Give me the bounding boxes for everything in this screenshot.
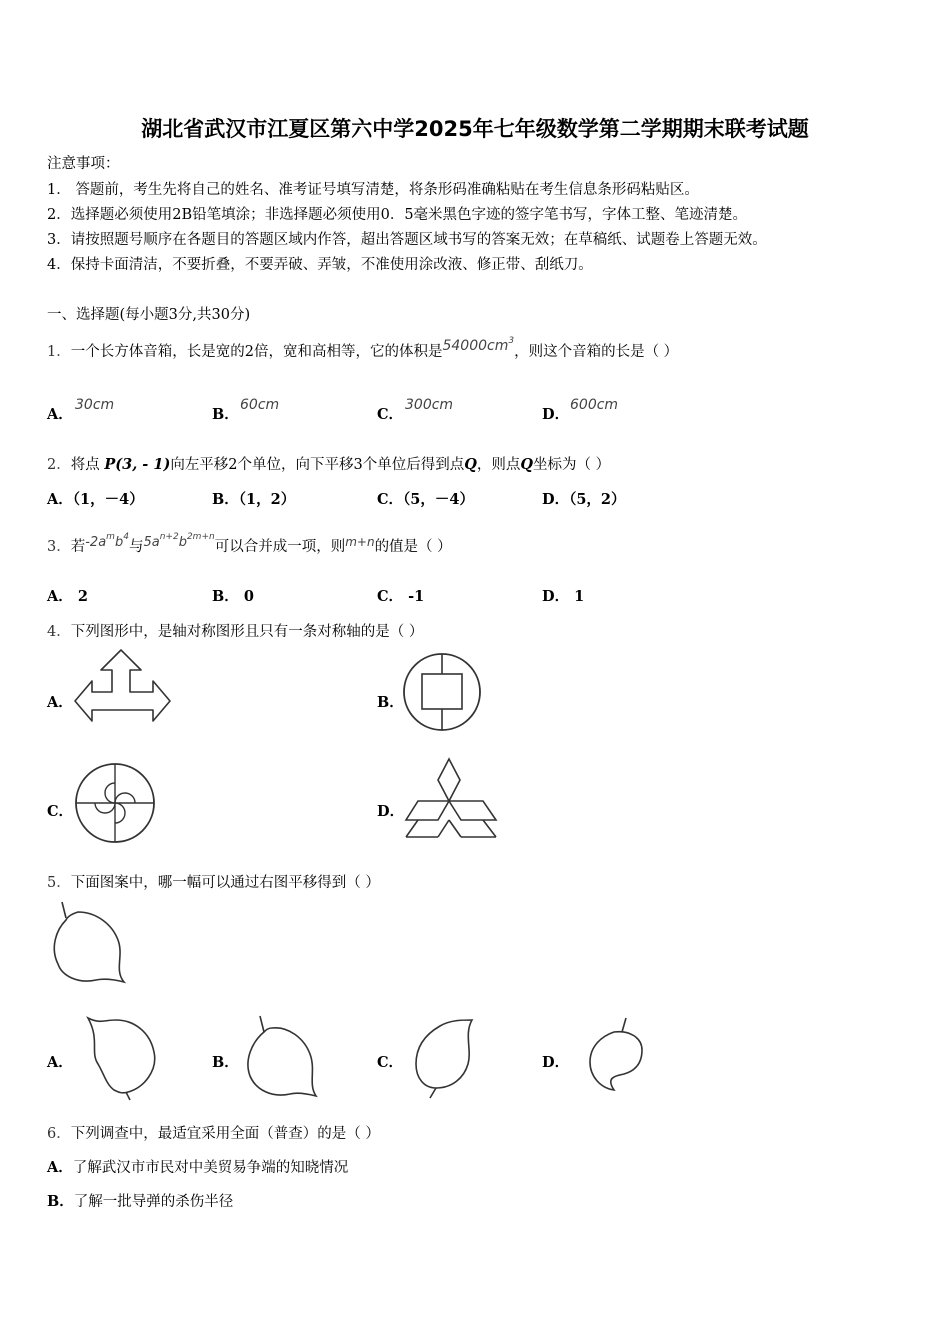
question-3 <box>47 532 452 556</box>
option-value: 了解武汉市市民对中美贸易争端的知晓情况 <box>72 1160 349 1176</box>
q2-option-b[interactable] <box>212 488 295 509</box>
point-q: Q <box>464 456 477 473</box>
option-value: （1，2） <box>238 491 296 508</box>
q1-option-a-value: 30cm <box>75 397 115 413</box>
question-text: 若 <box>70 539 86 555</box>
option-value: （1，－4） <box>72 491 144 508</box>
q4-option-a-label[interactable]: A． <box>47 694 73 711</box>
question-1 <box>47 336 679 361</box>
q2-option-a[interactable] <box>47 488 144 509</box>
q4-figure-a-arrows[interactable] <box>73 648 173 728</box>
q4-figure-c-pinwheel[interactable] <box>74 762 156 844</box>
q4-option-b-label[interactable]: B． <box>377 694 404 711</box>
question-text-cont: 与 <box>128 539 144 555</box>
q3-option-b[interactable] <box>212 585 254 606</box>
question-number: 1． <box>47 344 71 360</box>
q6-option-a[interactable] <box>47 1156 348 1177</box>
q5-leaf-b[interactable] <box>238 1014 322 1102</box>
page-title: 湖北省武汉市江夏区第六中学2025年七年级数学第二学期期末联考试题 <box>141 117 809 141</box>
option-label: D． <box>542 491 570 508</box>
q1-option-c-label[interactable]: C． <box>377 406 404 423</box>
option-label: B． <box>212 491 239 508</box>
option-label: A． <box>47 491 73 508</box>
question-number: 5． <box>47 875 71 891</box>
question-number: 2． <box>47 457 71 473</box>
question-6 <box>47 1122 380 1143</box>
option-value: 1 <box>574 588 585 605</box>
term1-b: b <box>114 535 124 550</box>
math-volume <box>442 338 514 354</box>
q1-option-d-label[interactable]: D． <box>542 406 570 423</box>
q1-option-a-label[interactable]: A． <box>47 406 73 423</box>
option-value: （5，－4） <box>403 491 474 508</box>
question-4 <box>47 620 423 641</box>
question-5 <box>47 871 380 892</box>
term2-b: b <box>178 535 187 550</box>
option-label: B． <box>212 588 239 605</box>
notice-item-1: 1． 答题前，考生先将自己的姓名、准考证号填写清楚，将条形码准确粘贴在考生信息条形码粘贴区。 <box>47 182 699 198</box>
q6-option-b[interactable] <box>47 1190 233 1211</box>
option-label: D． <box>542 588 570 605</box>
q4-figure-d-three-diamonds[interactable] <box>404 757 498 843</box>
question-text-cont: 向左平移2个单位，向下平移3个单位后得到点 <box>170 457 465 473</box>
notice-item-3: 3．请按照题号顺序在各题目的答题区域内作答，超出答题区域书写的答案无效；在草稿纸、试题卷上答题无效。 <box>47 232 767 248</box>
q5-leaf-a[interactable] <box>82 1012 162 1102</box>
question-text-cont: ，则这个音箱的长是（ ） <box>514 344 679 360</box>
question-number: 3． <box>47 539 71 555</box>
term1-exp-b: 4 <box>123 532 129 542</box>
volume-exponent: 3 <box>508 336 515 346</box>
q2-option-d[interactable] <box>542 488 626 509</box>
q3-option-a[interactable] <box>47 585 88 606</box>
question-text-cont2: ，则点 <box>476 457 521 473</box>
notice-heading: 注意事项： <box>47 156 120 172</box>
notice-item-4: 4．保持卡面清洁，不要折叠，不要弄破、弄皱，不准使用涂改液、修正带、刮纸刀。 <box>47 257 593 273</box>
q5-option-b-label[interactable]: B． <box>212 1054 239 1071</box>
question-text-cont2: 可以合并成一项，则 <box>214 539 346 555</box>
question-text: 下列调查中，最适宜采用全面（普查）的是（ ） <box>70 1126 380 1142</box>
term1-exp-a: m <box>106 532 115 542</box>
q5-option-a-label[interactable]: A． <box>47 1054 73 1071</box>
question-number: 6． <box>47 1126 71 1142</box>
q3-option-d[interactable] <box>542 585 584 606</box>
q3-option-c[interactable] <box>377 585 424 606</box>
q5-option-c-label[interactable]: C． <box>377 1054 404 1071</box>
point-q-2: Q <box>520 456 534 473</box>
question-text: 下列图形中，是轴对称图形且只有一条对称轴的是（ ） <box>70 624 424 640</box>
question-2 <box>47 453 610 474</box>
question-number: 4． <box>47 624 71 640</box>
option-label: C． <box>377 491 404 508</box>
question-text-cont3: 的值是（ ） <box>374 539 452 555</box>
option-label: A． <box>47 1159 73 1176</box>
q2-option-c[interactable] <box>377 488 474 509</box>
q1-option-b-label[interactable]: B． <box>212 406 239 423</box>
q4-option-d-label[interactable]: D． <box>377 803 405 820</box>
option-value: 2 <box>77 588 88 605</box>
q5-reference-leaf <box>48 900 128 986</box>
point-p: P(3, - 1) <box>104 456 171 473</box>
q1-option-d-value: 600cm <box>570 397 619 413</box>
option-label: B． <box>47 1193 74 1210</box>
term1-base: -2a <box>85 535 107 550</box>
math-term-1 <box>85 532 129 550</box>
q5-leaf-d[interactable] <box>584 1016 646 1096</box>
question-text-cont3: 坐标为（ ） <box>533 457 611 473</box>
q4-figure-b-circle-square[interactable] <box>402 652 482 732</box>
option-value: -1 <box>408 588 425 605</box>
term2-base: 5a <box>143 535 160 550</box>
option-value: 0 <box>243 588 254 605</box>
term2-exp-a: n+2 <box>159 532 179 542</box>
term2-exp-b: 2m+n <box>186 532 215 542</box>
section-heading: 一、选择题(每小题3分,共30分) <box>47 307 251 323</box>
question-text: 将点 <box>70 457 105 473</box>
option-label: C． <box>377 588 404 605</box>
option-label: A． <box>47 588 73 605</box>
q5-option-d-label[interactable]: D． <box>542 1054 570 1071</box>
q1-option-b-value: 60cm <box>240 397 280 413</box>
question-text: 一个长方体音箱，长是宽的2倍，宽和高相等，它的体积是 <box>70 344 443 360</box>
q4-option-c-label[interactable]: C． <box>47 803 74 820</box>
option-value: （5，2） <box>569 491 626 508</box>
notice-item-2: 2．选择题必须使用2B铅笔填涂；非选择题必须使用0．5毫米黑色字迹的签字笔书写，字体工整、笔迹清楚。 <box>47 207 748 223</box>
volume-value: 54000cm <box>442 338 509 354</box>
option-value: 了解一批导弹的杀伤半径 <box>73 1194 234 1210</box>
q1-option-c-value: 300cm <box>405 397 454 413</box>
q5-leaf-c[interactable] <box>410 1016 484 1100</box>
question-text: 下面图案中，哪一幅可以通过右图平移得到（ ） <box>70 875 380 891</box>
math-term-2 <box>143 532 215 550</box>
math-expr: m+n <box>345 535 375 549</box>
